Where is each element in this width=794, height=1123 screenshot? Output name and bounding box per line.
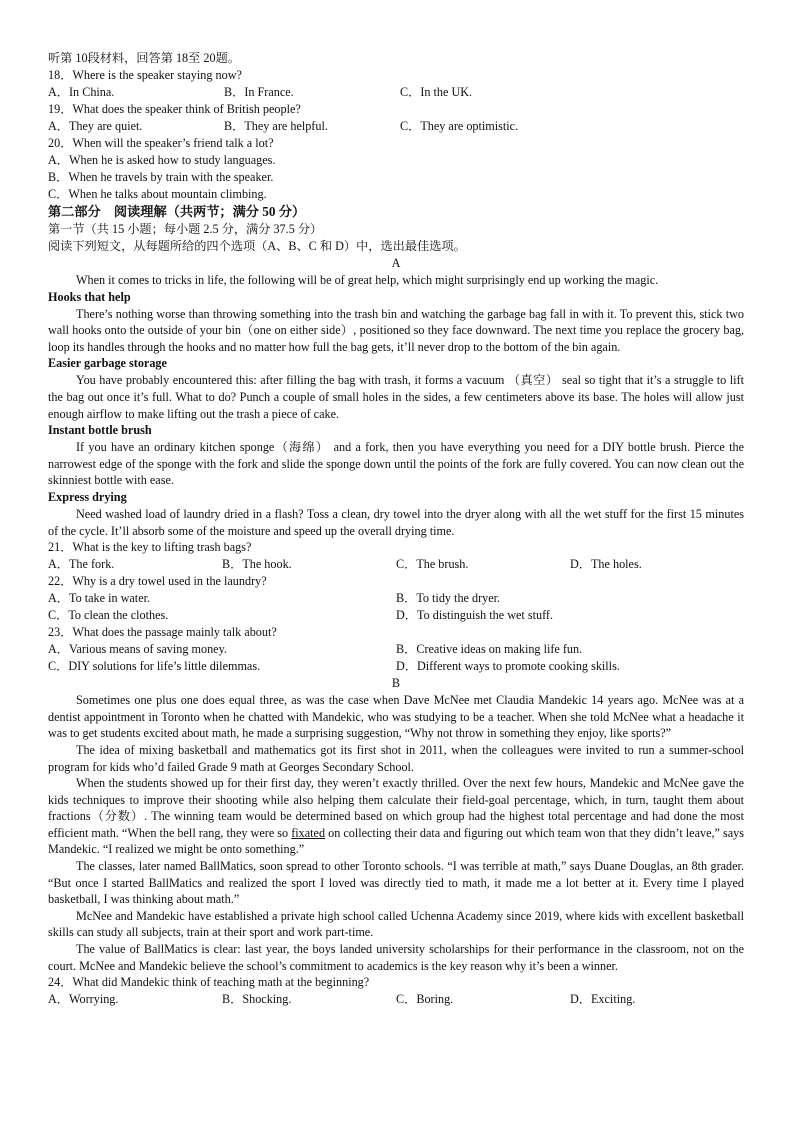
- question-19-options: [48, 118, 744, 135]
- option-d: D．Exciting.: [570, 992, 636, 1007]
- heading-express-drying: Express drying: [48, 489, 127, 504]
- passage-a-letter: A: [391, 256, 401, 270]
- option-b: B．When he travels by train with the speaker.: [48, 170, 274, 184]
- part-title: 第二部分 阅读理解（共两节；满分 50 分）: [48, 204, 306, 219]
- paragraph-text: When the students showed up for their first day, they weren’t exactly thrilled. Over the next few hours, Mandekic and McNee gave the kids techniques to improve their shooting while also helping them calculate their field-goal percentage, which, in turn, taught them about fractions（分数）. The winning team would be determined based on which group had the highest total percentage and had done the most efficient math. “When the bell rang, they were so: [48, 776, 744, 840]
- question-22-options-cd: [48, 607, 744, 624]
- question-21: 21．What is the key to lifting trash bags?: [48, 540, 252, 555]
- paragraph-bottle-brush: If you have an ordinary kitchen sponge（海绵） and a fork, then you have everything you need for a DIY bottle brush. Pierce the narrowest edge of the sponge with the fork and slide the sponge down until the points of the fork are fully covered. You can now clean out the skinniest bottle with ease.: [48, 440, 744, 488]
- paragraph-express-drying: Need washed load of laundry dried in a flash? Toss a clean, dry towel into the dryer along with all the wet stuff for the first 15 minutes of the cycle. It’ll absorb some of the moisture and speed up the overall drying time.: [48, 506, 744, 538]
- question-22-options-ab: [48, 590, 744, 607]
- passage-b-letter: B: [391, 676, 401, 691]
- question-18: 18．Where is the speaker staying now?: [48, 68, 242, 82]
- heading-bottle-brush: Instant bottle brush: [48, 423, 152, 438]
- option-c: C．They are optimistic.: [400, 119, 519, 133]
- option-a: A．In China.: [48, 85, 115, 99]
- question-20: 20．When will the speaker’s friend talk a lot?: [48, 136, 274, 150]
- option-c: C．To clean the clothes.: [48, 608, 169, 623]
- question-24-options: [48, 991, 744, 1008]
- question-21-options: [48, 556, 744, 573]
- question-23-options-cd: [48, 658, 744, 675]
- option-c: C．Boring.: [396, 992, 454, 1007]
- option-b: B．To tidy the dryer.: [396, 591, 501, 606]
- option-c: C．DIY solutions for life’s little dilemmas.: [48, 659, 261, 674]
- question-24: 24．What did Mandekic think of teaching math at the beginning?: [48, 975, 370, 990]
- question-23-options-ab: [48, 641, 744, 658]
- option-b: B．Shocking.: [222, 992, 292, 1007]
- option-c: C．The brush.: [396, 557, 469, 572]
- passage-a-intro: When it comes to tricks in life, the following will be of great help, which might surprisingly end up working the magic.: [76, 273, 659, 287]
- passage-b-paragraph-6: The value of BallMatics is clear: last year, the boys landed university scholarships for their performance in the classroom, not on the court. McNee and Mandekic believe the school’s commitment to academics is the key reason why it’s been a winner.: [48, 942, 744, 973]
- option-a: A．Various means of saving money.: [48, 642, 227, 657]
- exam-page: [48, 50, 744, 1008]
- option-d: D．The holes.: [570, 557, 642, 572]
- passage-b-paragraph-4: The classes, later named BallMatics, soon spread to other Toronto schools. “I was terrible at math,” says Duane Douglas, an 8th grader. “But once I started BallMatics and realized the sport I loved was directly tied to math, it made me a lot better at it. Every time I played basketball, I was thinking about math.”: [48, 859, 744, 907]
- option-b: B．They are helpful.: [224, 119, 328, 133]
- passage-b-paragraph-3: [48, 775, 744, 858]
- option-a: A．The fork.: [48, 557, 115, 572]
- paragraph-text: on collecting their data and figuring out which team won that they didn’t leave,” says Mandekic. “I realized we might be onto something.”: [48, 825, 744, 857]
- reading-instruction: 阅读下列短文，从每题所给的四个选项（A、B、C 和 D）中，选出最佳选项。: [48, 239, 466, 253]
- passage-b-paragraph-1: Sometimes one plus one does equal three, as was the case when Dave McNee met Claudia Mandekic 14 years ago. McNee was at a dentist appointment in Toronto when he chatted with Mandekic, who was studying to be a teacher. When she told McNee what a headache it was to get students excited about math, he made a surprising suggestion, “Why not throw in something they enjoy, like sports?”: [48, 693, 744, 741]
- section-title: 第一节（共 15 小题；每小题 2.5 分，满分 37.5 分）: [48, 222, 323, 236]
- passage-b-paragraph-5: McNee and Mandekic have established a private high school called Uchenna Academy since 2019, where kids with excellent basketball skills can study all subjects, train at their sport and work part-time.: [48, 908, 744, 940]
- question-23: 23．What does the passage mainly talk about?: [48, 625, 277, 640]
- option-b: B．The hook.: [222, 557, 292, 572]
- heading-hooks: Hooks that help: [48, 289, 131, 304]
- option-a: A．When he is asked how to study languages.: [48, 153, 276, 167]
- option-c: C．In the UK.: [400, 85, 473, 99]
- paragraph-hooks: There’s nothing worse than throwing something into the trash bin and watching the garbage bag fall in with it. To prevent this, stick two wall hooks onto the outside of your bin（one on either side）, positioned so they face downward. The next time you replace the grocery bag, loop its handles through the hooks and no matter how full the bag gets, it’ll never drop to the bottom of the bin again.: [48, 306, 744, 354]
- passage-b-paragraph-2: The idea of mixing basketball and mathematics got its first shot in 2011, when the colleagues were invited to run a summer-school program for kids who’d failed Grade 9 math at Georges Secondary School.: [48, 742, 744, 774]
- question-19: 19．What does the speaker think of British people?: [48, 102, 301, 116]
- option-d: D．To distinguish the wet stuff.: [396, 608, 554, 623]
- option-b: B．Creative ideas on making life fun.: [396, 642, 583, 657]
- listening-intro: 听第 10段材料，回答第 18至 20题。: [48, 51, 240, 65]
- option-b: B．In France.: [224, 85, 294, 99]
- heading-garbage-storage: Easier garbage storage: [48, 356, 167, 371]
- question-18-options: [48, 84, 744, 101]
- option-a: A．To take in water.: [48, 591, 151, 606]
- question-22: 22．Why is a dry towel used in the laundry?: [48, 574, 267, 589]
- option-c: C．When he talks about mountain climbing.: [48, 187, 267, 201]
- paragraph-garbage-storage: You have probably encountered this: after filling the bag with trash, it forms a vacuum （真空） seal so tight that it’s a struggle to lift the bag out once it’s full. What to do? Punch a couple of small holes in the sides, a few centimeters above its base. The holes will allow just enough airflow to make lifting out the trash a piece of cake.: [48, 373, 744, 421]
- option-a: A．They are quiet.: [48, 119, 143, 133]
- underlined-word: fixated: [291, 825, 326, 840]
- option-d: D．Different ways to promote cooking skills.: [396, 659, 620, 674]
- option-a: A．Worrying.: [48, 992, 119, 1007]
